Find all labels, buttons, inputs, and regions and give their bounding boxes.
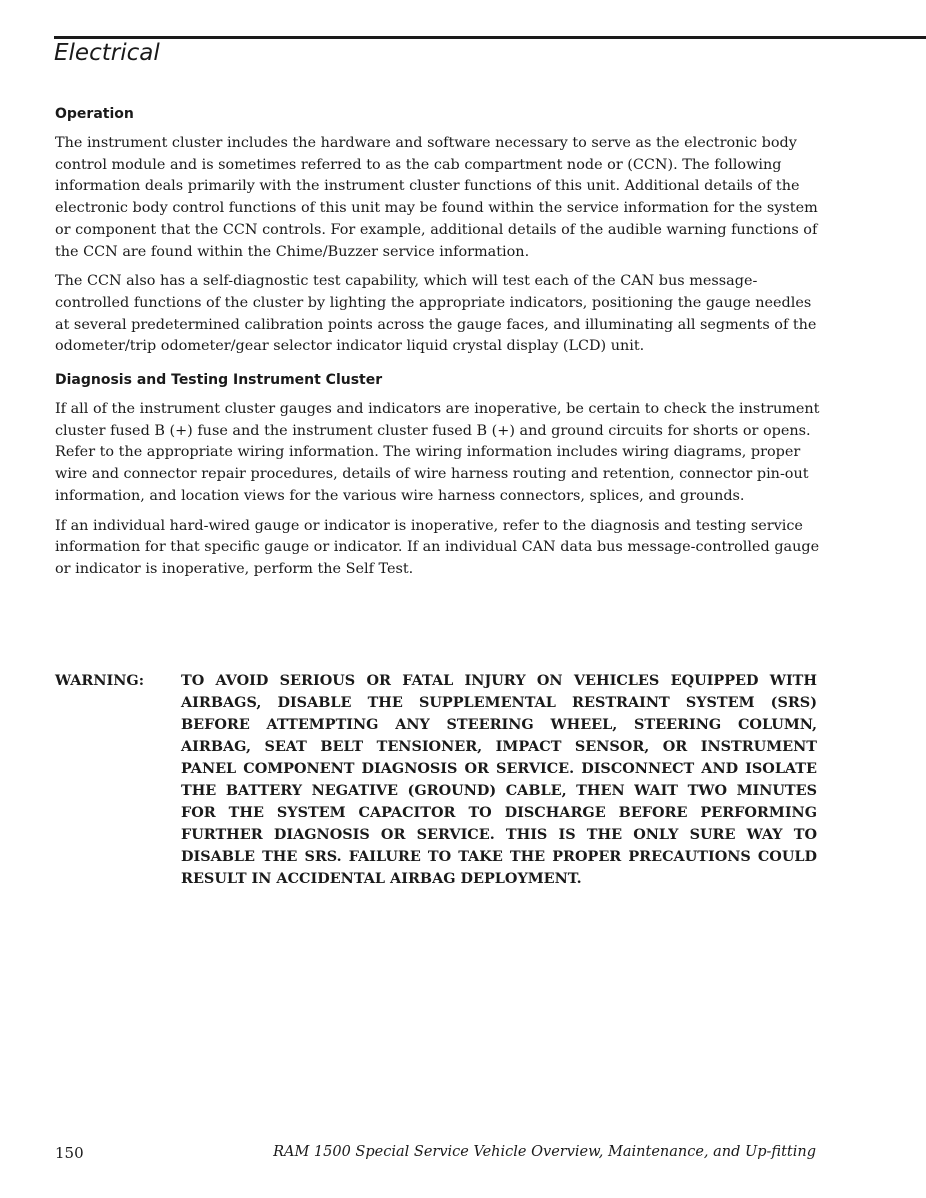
diagnosis-paragraph-1: If all of the instrument cluster gauges and indicators are inoperative, be certain to check the instrument cluster fused B (+) fuse and the instrument cluster fused B (+) and ground circuits for shorts or opens. Refer to the appropriate wiring information. The wiring information includes wiring diagrams, proper wire and connector repair procedures, details of wire harness routing and retention, connector pin-out information, and location views for the various wire harness connectors, splices, and grounds. (55, 401, 820, 504)
page-number: 150 (55, 1144, 84, 1162)
operation-paragraph-2: The CCN also has a self-diagnostic test capability, which will test each of the CAN bus message-controlled functions of the cluster by lighting the appropriate indicators, positioning the gauge needles at several predetermined calibration points across the gauge faces, and illuminating all segments of the odometer/trip odometer/gear selector indicator liquid crystal display (LCD) unit. (55, 273, 817, 355)
diagnosis-paragraph-2: If an individual hard-wired gauge or indicator is inoperative, refer to the diagnosis and testing service information for that specific gauge or indicator. If an individual CAN data bus message-controlled gauge or indicator is inoperative, perform the Self Test. (55, 517, 820, 577)
warning-text: TO AVOID SERIOUS OR FATAL INJURY ON VEHICLES EQUIPPED WITH AIRBAGS, DISABLE THE SUPPLEMENTAL RESTRAINT SYSTEM (SRS) BEFORE ATTEMPTING ANY STEERING WHEEL, STEERING COLUMN, AIRBAG, SEAT BELT TENSIONER, IMPACT SENSOR, OR INSTRUMENT PANEL COMPONENT DIAGNOSIS OR SERVICE. DISCONNECT AND ISOLATE THE BATTERY NEGATIVE (GROUND) CABLE, THEN WAIT TWO MINUTES FOR THE SYSTEM CAPACITOR TO DISCHARGE BEFORE PERFORMING FURTHER DIAGNOSIS OR SERVICE. THIS IS THE ONLY SURE WAY TO DISABLE THE SRS. FAILURE TO TAKE THE PROPER PRECAUTIONS COULD RESULT IN ACCIDENTAL AIRBAG DEPLOYMENT. (181, 672, 817, 887)
operation-paragraph-1: The instrument cluster includes the hardware and software necessary to serve as the electronic body control module and is sometimes referred to as the cab compartment node or (CCN). The following information deals primarily with the instrument cluster functions of this unit. Additional details of the electronic body control functions of this unit may be found within the service information for the system or component that the CCN controls. For example, additional details of the audible warning functions of the CCN are found within the Chime/Buzzer service information. (55, 135, 818, 260)
section-title: Electrical (54, 40, 160, 66)
header-rule (54, 36, 926, 39)
warning-label: WARNING: (55, 672, 145, 689)
warning-block (55, 670, 817, 890)
footer-document-title: RAM 1500 Special Service Vehicle Overview, Maintenance, and Up-fitting (273, 1144, 816, 1160)
page-content (55, 106, 825, 589)
diagnosis-heading: Diagnosis and Testing Instrument Cluster (55, 372, 383, 389)
operation-heading: Operation (55, 106, 134, 122)
